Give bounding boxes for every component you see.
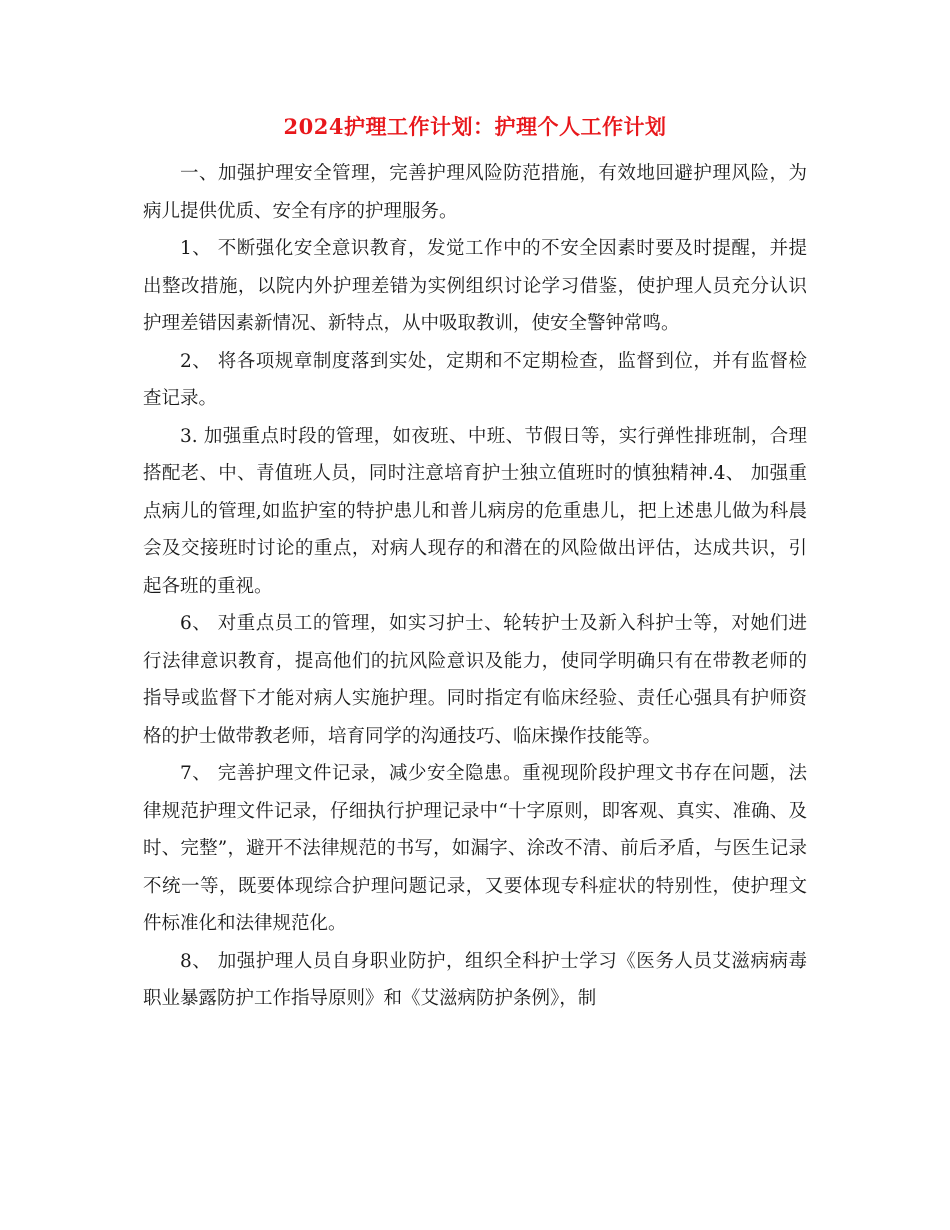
paragraph-3: 2、 将各项规章制度落到实处，定期和不定期检查，监督到位，并有监督检查记录。 [143,350,807,409]
paragraph-4: 3. 加强重点时段的管理，如夜班、中班、节假日等，实行弹性排班制，合理搭配老、中、青值班人员，同时注意培育护士独立值班时的慎独精神.4、 加强重点病儿的管理,如监护室的特护患儿和普儿病房的危重患儿，把上述患儿做为科晨会及交接班时讨论的重点，对病人现存的和潜在的风险做出评估，达成共识，引起各班的重视。 [143,425,807,597]
paragraph-7: 8、 加强护理人员自身职业防护，组织全科护士学习《医务人员艾滋病病毒职业暴露防护工作指导原则》和《艾滋病防护条例》，制 [143,950,807,1009]
document-body [143,155,807,1018]
document-title: 2024护理工作计划：护理个人工作计划 [283,114,667,139]
paragraph-6: 7、 完善护理文件记录，减少安全隐患。重视现阶段护理文书存在问题，法律规范护理文件记录，仔细执行护理记录中“十字原则，即客观、真实、准确、及时、完整”，避开不法律规范的书写，如漏字、涂改不清、前后矛盾，与医生记录不统一等，既要体现综合护理问题记录，又要体现专科症状的特别性，使护理文件标准化和法律规范化。 [143,763,807,934]
paragraph-1: 一、加强护理安全管理，完善护理风险防范措施，有效地回避护理风险，为病儿提供优质、安全有序的护理服务。 [143,163,807,222]
paragraph-5: 6、 对重点员工的管理，如实习护士、轮转护士及新入科护士等，对她们进行法律意识教育，提高他们的抗风险意识及能力，使同学明确只有在带教老师的指导或监督下才能对病人实施护理。同时指定有临床经验、责任心强具有护师资格的护士做带教老师，培育同学的沟通技巧、临床操作技能等。 [143,613,807,747]
paragraph-2: 1、 不断强化安全意识教育，发觉工作中的不安全因素时要及时提醒，并提出整改措施，以院内外护理差错为实例组织讨论学习借鉴，使护理人员充分认识护理差错因素新情况、新特点，从中吸取教训，使安全警钟常鸣。 [143,238,807,334]
